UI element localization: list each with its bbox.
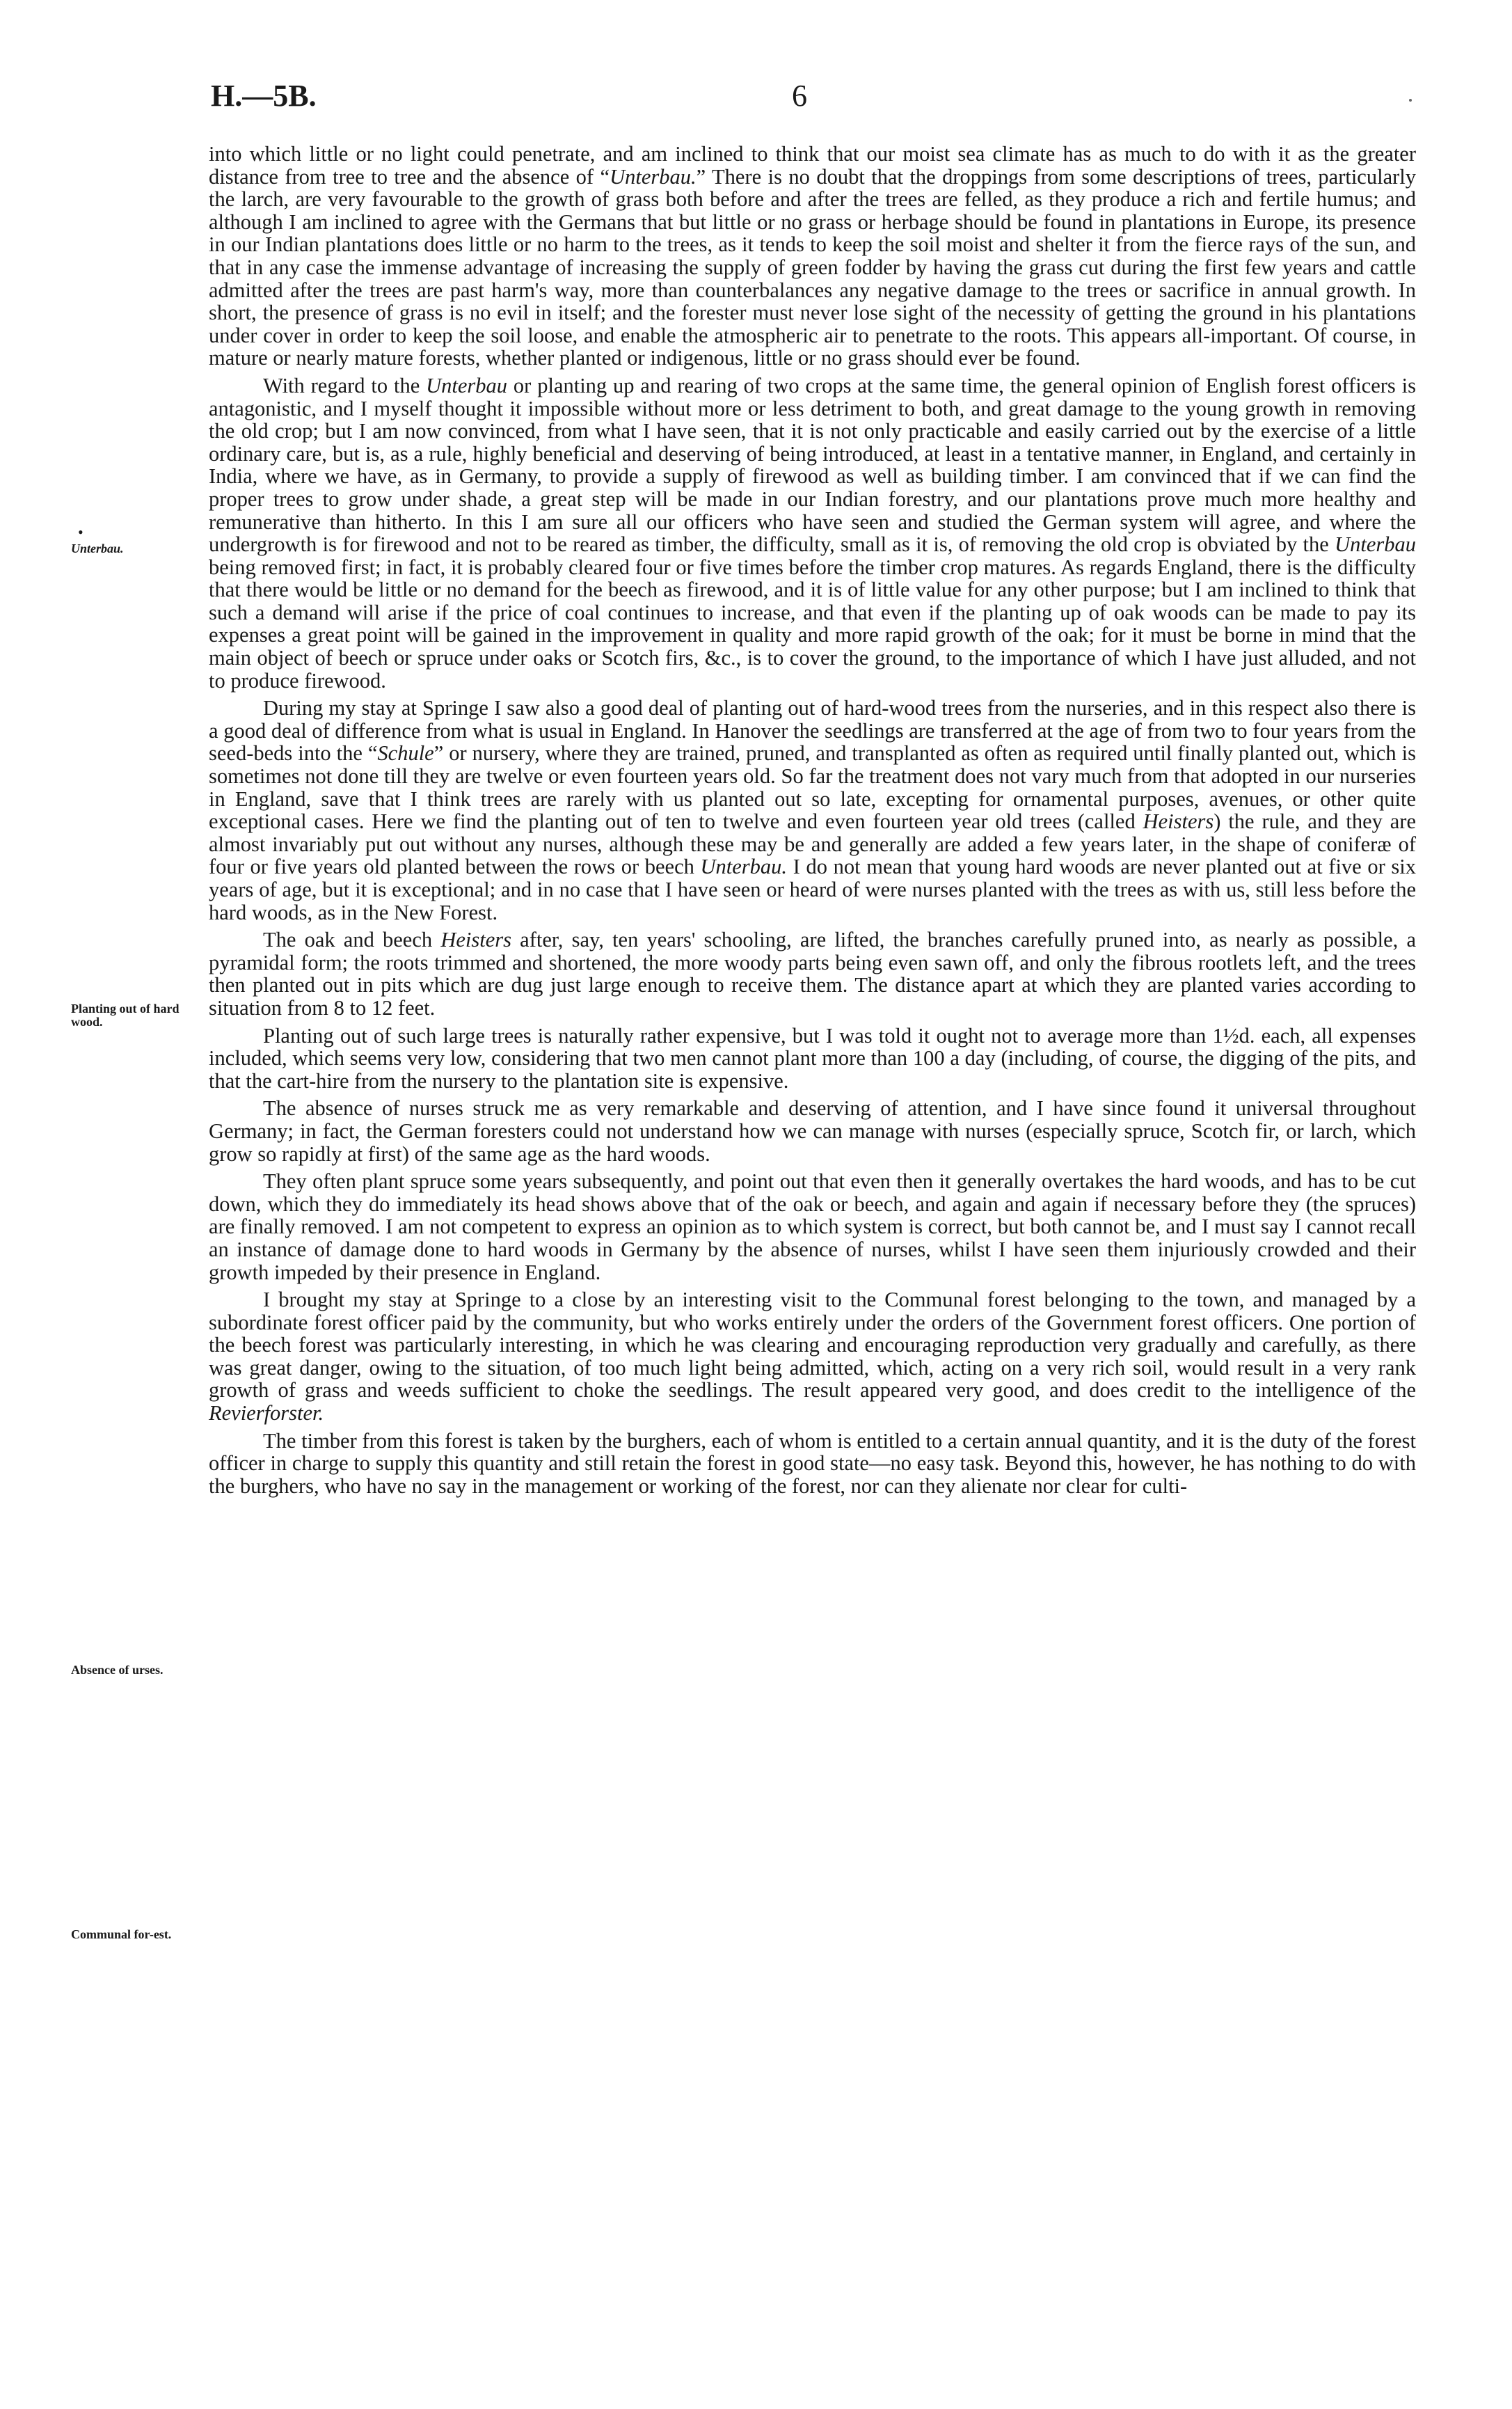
body-text bbox=[209, 143, 1416, 1502]
paragraph-6: The absence of nurses struck me as very remarkable and deserving of attention, and I have since found it universal throughout Germany; in fact, the German foresters could not understand how we can manage with nurses (especially spruce, Scotch fir, or larch, which grow so rapidly at first) of the same age as the hard woods. bbox=[209, 1096, 1416, 1166]
paragraph-8: I brought my stay at Springe to a close by an interesting visit to the Communal forest belonging to the town, and managed by a subordinate forest officer paid by the community, but who works entirely under the orders of the Government forest officers. One portion of the beech forest was particularly interesting, in which he was clearing and encouraging reproduction very gradually and carefully, as there was great danger, owing to the situation, of too much light being admitted, which, acting on a very rich soil, would result in a very rank growth of grass and weeds sufficient to choke the seedlings. The result appeared very good, and does credit to the intelligence of the Revierforster. bbox=[209, 1288, 1416, 1425]
document-reference: H.—5B. bbox=[211, 79, 317, 113]
paragraph-5: Planting out of such large trees is naturally rather expensive, but I was told it ought not to average more than 1½d. each, all expenses included, which seems very low, considering that two men cannot plant more than 100 a day (including, of course, the digging of the pits, and that the cart-hire from the nursery to the plantation site is expensive. bbox=[209, 1023, 1416, 1093]
paragraph-2: With regard to the Unterbau or planting up and rearing of two crops at the same time, the general opinion of English forest officers is antagonistic, and I myself thought it impossible without more or less detriment to both, and great damage to the young growth in removing the old crop; but I am now convinced, from what I have seen, that it is not only practicable and easily carried out by the exercise of a little ordinary care, but is, as a rule, highly beneficial and deserving of being introduced, at least in a tentative manner, in England, and certainly in India, where we have, as in Germany, to provide a supply of firewood as well as building timber. I am convinced that if we can find the proper trees to grow under shade, a great step will be made in our Indian forestry, and our plantations prove much more healthy and remunerative than hitherto. In this I am sure all our officers who have seen and studied the German system will agree, and where the undergrowth is for firewood and not to be reared as timber, the difficulty, small as it is, of removing the old crop is obviated by the Unterbau being removed first; in fact, it is probably cleared four or five times before the timber crop matures. As regards England, there is the difficulty that there would be little or no demand for the beech as firewood, and it is of little value for any other purpose; but I am inclined to think that such a demand will arise if the price of coal continues to increase, and that even if the planting up of oak woods can be made to pay its expenses a great point will be gained in the improvement in quality and more rapid growth of the oak; for it must be borne in mind that the main object of beech or spruce under oaks or Scotch firs, &c., is to cover the ground, to the importance of which I have just alluded, and not to produce firewood. bbox=[209, 373, 1416, 693]
page-number: 6 bbox=[792, 79, 807, 113]
margin-note-planting-out: Planting out of hard wood. bbox=[71, 1002, 180, 1029]
margin-note-communal-forest: Communal for-est. bbox=[71, 1927, 172, 1941]
margin-note-unterbau: Unterbau. bbox=[71, 542, 124, 555]
print-speck bbox=[1409, 99, 1412, 102]
paragraph-1: into which little or no light could penetrate, and am inclined to think that our moist sea climate has as much to do with it as the greater distance from tree to tree and the absence of “Unterbau.” There is no doubt that the droppings from some descriptions of trees, particularly the larch, are very favourable to the growth of grass both before and after the trees are felled, as they produce a rich and fertile humus; and although I am inclined to agree with the Germans that but little or no grass or herbage should be found in plantations in Europe, its presence in our Indian plantations does little or no harm to the trees, as it tends to keep the soil moist and shelter it from the fierce rays of the sun, and that in any case the immense advantage of increasing the supply of green fodder by having the grass cut during the first few years and cattle admitted after the trees are past harm's way, more than counterbalances any negative damage to the trees or sacrifice in annual growth. In short, the presence of grass is no evil in itself; and the forester must never lose sight of the necessity of getting the ground in his plantations under cover in order to keep the soil loose, and enable the atmospheric air to penetrate to the roots. This appears all-important. Of course, in mature or nearly mature forests, whether planted or indigenous, little or no grass should ever be found. bbox=[209, 142, 1416, 370]
margin-dot: • bbox=[78, 523, 83, 541]
paragraph-4: The oak and beech Heisters after, say, ten years' schooling, are lifted, the branches carefully pruned into, as nearly as possible, a pyramidal form; the roots trimmed and shortened, the more woody parts being even sawn off, and only the fibrous rootlets left, and the trees then planted out in pits which are dug just large enough to receive them. The distance apart at which they are planted varies according to situation from 8 to 12 feet. bbox=[209, 928, 1417, 1020]
margin-note-absence-of-nurses: Absence of urses. bbox=[71, 1663, 164, 1677]
paragraph-3: During my stay at Springe I saw also a good deal of planting out of hard-wood trees from the nurseries, and in this respect also there is a good deal of difference from what is usual in England. In Hanover the seedlings are transferred at the age of from two to four years from the seed-beds into the “Schule” or nursery, where they are trained, pruned, and transplanted as often as required until finally planted out, which is sometimes not done till they are twelve or even fourteen years old. So far the treatment does not vary much from that adopted in our nurseries in England, save that I think trees are rarely with us planted out so late, excepting for ornamental purposes, avenues, or other quite exceptional cases. Here we find the planting out of ten to twelve and even fourteen year old trees (called Heisters) the rule, and they are almost invariably put out without any nurses, although these may be and generally are added a few years later, in the shape of coniferæ of four or five years old planted between the rows or beech Unterbau. I do not mean that young hard woods are never planted out at five or six years of age, but it is exceptional; and in no case that I have seen or heard of were nurses planted with the trees as with us, still less before the hard woods, as in the New Forest. bbox=[209, 696, 1416, 924]
page-header bbox=[0, 78, 1512, 120]
paragraph-7: They often plant spruce some years subsequently, and point out that even then it generally overtakes the hard woods, and has to be cut down, which they do immediately its head shows above that of the oak or beech, and again and again if necessary before they (the spruces) are finally removed. I am not competent to express an opinion as to which system is correct, but both cannot be, and I must say I cannot recall an instance of damage done to hard woods in Germany by the absence of nurses, whilst I have seen them injuriously crowded and their growth impeded by their presence in England. bbox=[209, 1169, 1416, 1284]
paragraph-9: The timber from this forest is taken by the burghers, each of whom is entitled to a certain annual quantity, and it is the duty of the forest officer in charge to supply this quantity and still retain the forest in good state—no easy task. Beyond this, however, he has nothing to do with the burghers, who have no say in the management or working of the forest, nor can they alienate nor clear for culti- bbox=[209, 1428, 1416, 1498]
